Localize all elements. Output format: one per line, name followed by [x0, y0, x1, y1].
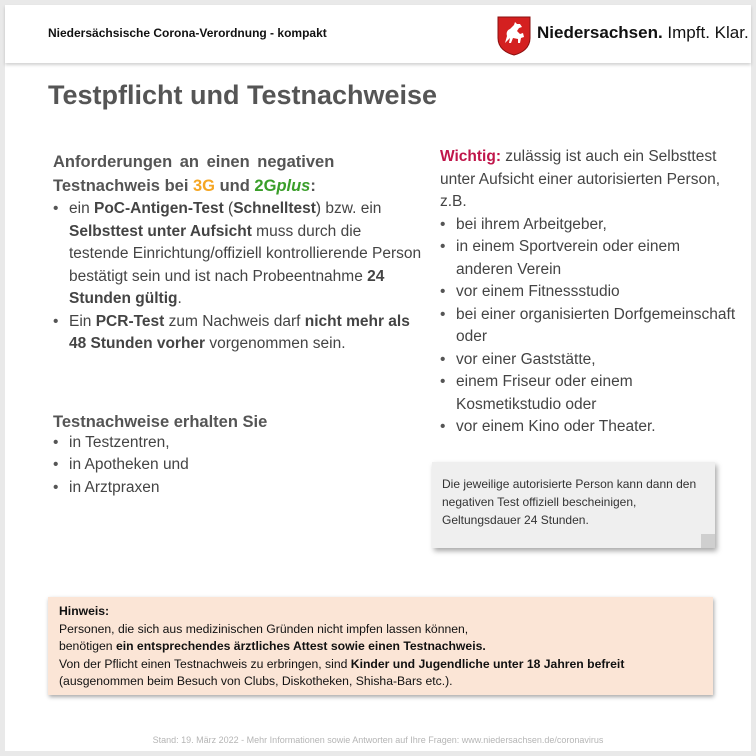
list-item-pcr-test — [53, 311, 423, 356]
heading-and: und — [215, 177, 255, 195]
notice-title — [59, 603, 709, 621]
list-item: • bei einer organisierten Dorfgemeinschaft oder — [440, 304, 740, 349]
test-sources-heading: Testnachweise erhalten Sie — [53, 412, 268, 431]
important-intro — [440, 146, 740, 214]
note-fold-corner — [701, 534, 715, 548]
emphasis: PoC-Antigen-Test — [94, 200, 224, 217]
heading-colon: : — [310, 177, 316, 195]
notice-content — [59, 603, 709, 691]
text: muss durch die testende Einrichtung/offiziell kontrollierende Person bestätigt sein und ist nach Probeentnahme — [69, 222, 422, 285]
list-item: • in Apotheken und — [53, 454, 423, 477]
test-sources-list — [53, 432, 423, 500]
list-item: • bei ihrem Arbeitgeber, — [440, 214, 740, 237]
emphasis: nicht mehr als 48 Stunden vorher — [69, 312, 410, 352]
sticky-note — [432, 462, 715, 548]
list-item: • in einem Sportverein oder einem anderen Verein — [440, 236, 740, 281]
text: Ein — [69, 312, 96, 330]
notice-line2 — [59, 638, 709, 656]
notice-line4: (ausgenommen beim Besuch von Clubs, Diskotheken, Shisha-Bars etc.). — [59, 674, 453, 688]
text: . — [177, 290, 182, 307]
text: Von der Pflicht einen Testnachweis zu erbringen, sind — [59, 656, 351, 671]
supervision-locations-list — [440, 214, 740, 439]
notice-line1: Personen, die sich aus medizinischen Gründen nicht impfen lassen können, — [59, 621, 469, 636]
tag-2g: 2G — [254, 177, 277, 195]
text: vorgenommen sein. — [205, 335, 346, 352]
list-item: • vor einem Kino oder Theater. — [440, 416, 740, 439]
emphasis: Kinder und Jugendliche unter 18 Jahren befreit — [350, 656, 625, 671]
slide-page — [5, 5, 751, 751]
list-item: • vor einer Gaststätte, — [440, 349, 740, 372]
notice-box — [48, 597, 713, 695]
text: zum Nachweis darf — [164, 312, 305, 330]
header-title: Niedersächsische Corona-Verordnung - kompakt — [48, 26, 327, 40]
list-item-poc-test — [53, 198, 423, 311]
important-text: zulässig ist auch ein Selbsttest unter Aufsicht einer autorisierten Person, z.B. — [440, 148, 721, 210]
right-column — [440, 146, 740, 439]
requirements-heading-line1: Anforderungen an einen negativen — [53, 153, 335, 171]
footer-source: Stand: 19. März 2022 - Mehr Informationen sowie Antworten auf Ihre Fragen: www.niedersachsen.de/coronavirus — [152, 735, 604, 745]
text: ) bzw. ein — [315, 200, 382, 217]
brand-name: Niedersachsen. — [537, 23, 663, 42]
page-title: Testpflicht und Testnachweise — [48, 80, 438, 110]
tag-plus: plus — [276, 177, 311, 195]
emphasis: 24 Stunden gültig — [69, 267, 385, 307]
text: benötigen — [59, 639, 116, 653]
requirements-list — [53, 198, 423, 356]
list-item: • vor einem Fitnessstudio — [440, 281, 740, 304]
text: ( — [223, 200, 234, 217]
sticky-note-text: Die jeweilige autorisierte Person kann dann den negativen Test offiziell bescheinigen, Geltungsdauer 24 Stunden. — [442, 477, 697, 527]
tag-2g-plus — [254, 177, 310, 195]
emphasis: Schnelltest — [233, 200, 316, 217]
list-item: • in Arztpraxen — [53, 477, 423, 500]
important-label: Wichtig: — [440, 148, 501, 165]
tag-3g: 3G — [193, 177, 216, 195]
text: ein — [69, 200, 94, 217]
brand-slogan — [537, 23, 749, 43]
list-item: • in Testzentren, — [53, 432, 423, 455]
brand-claim: Impft. Klar. — [667, 23, 749, 42]
requirements-heading — [53, 150, 423, 198]
notice-line3 — [59, 656, 709, 674]
header-bar — [5, 5, 751, 63]
requirements-heading-line2 — [53, 174, 423, 198]
left-column — [53, 150, 423, 499]
emphasis: ein entsprechendes ärztliches Attest sowie einen Testnachweis. — [115, 639, 486, 653]
list-item: • einem Friseur oder einem Kosmetikstudio oder — [440, 371, 740, 416]
notice-title-text: Hinweis: — [59, 604, 110, 618]
niedersachsen-horse-logo-icon — [496, 16, 532, 56]
emphasis: PCR-Test — [95, 312, 165, 330]
heading-text: Testnachweis bei — [53, 177, 193, 195]
emphasis: Selbsttest unter Aufsicht — [69, 222, 252, 240]
